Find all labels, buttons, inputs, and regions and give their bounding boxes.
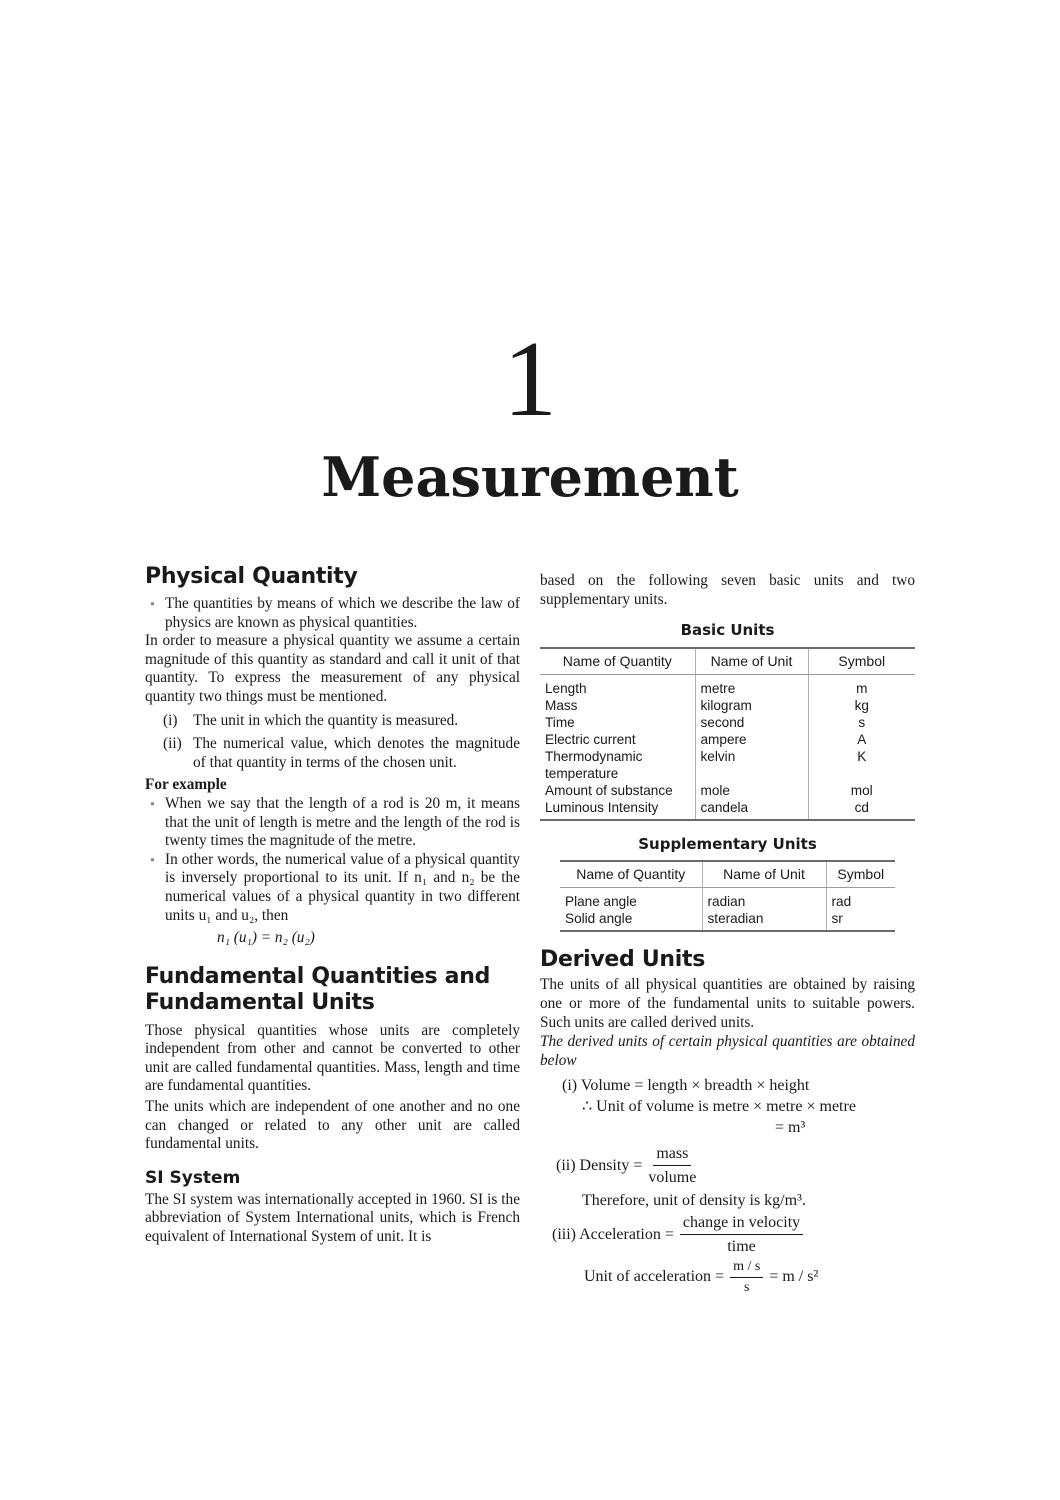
- numbered-item: [145, 735, 520, 772]
- table-cell: temperature: [545, 765, 619, 781]
- chapter-title: Measurement: [321, 445, 739, 509]
- item-number: (i): [163, 711, 178, 729]
- table-cell: Length: [545, 680, 587, 696]
- table-row: [540, 731, 915, 748]
- basic-units-table: [540, 647, 915, 821]
- table-cell: K: [808, 748, 915, 765]
- fraction-denominator: s: [743, 1280, 750, 1296]
- column-header: Symbol: [808, 648, 915, 675]
- acceleration-unit-line: [540, 1258, 915, 1297]
- bullet-item: ● The quantities by means of which we describe the law of physics are known as physical quantities.: [165, 595, 520, 632]
- table-cell: ampere: [695, 731, 808, 748]
- physical-quantity-bullets: [145, 595, 520, 632]
- table-row: [540, 714, 915, 731]
- density-label: Density =: [579, 1157, 643, 1175]
- table-cell: rad: [826, 888, 895, 911]
- si-system-paragraph: The SI system was internationally accepted in 1960. SI is the abbreviation of System International units, which is French equivalent of International System of unit. It is: [145, 1190, 520, 1246]
- table-row: [540, 674, 915, 697]
- table-cell: second: [695, 714, 808, 731]
- physical-quantity-paragraph: In order to measure a physical quantity we assume a certain magnitude of this quantity as standard and call it unit of that quantity. To express the measurement of any physical quantity two things must be mentioned.: [145, 632, 520, 705]
- item-text: The unit in which the quantity is measured.: [193, 711, 459, 729]
- table-cell: [808, 765, 915, 782]
- table-cell: sr: [826, 910, 895, 931]
- column-header: Name of Unit: [695, 648, 808, 675]
- volume-formula: Volume = length × breadth × height: [580, 1077, 810, 1095]
- table-cell: candela: [695, 799, 808, 820]
- table-cell: [695, 765, 808, 782]
- acceleration-unit-label: Unit of acceleration =: [584, 1268, 725, 1286]
- supplementary-units-title: Supplementary Units: [638, 834, 817, 853]
- derived-units-paragraph: The units of all physical quantities are obtained by raising one or more of the fundamental units to suitable powers. Such units are called derived units.: [540, 976, 915, 1031]
- fraction-denominator: time: [727, 1238, 756, 1256]
- basic-units-title: Basic Units: [680, 621, 775, 640]
- supplementary-units-table: [560, 860, 895, 932]
- item-number: (iii): [552, 1226, 576, 1244]
- supplementary-units-body: [560, 888, 895, 932]
- si-continuation-paragraph: based on the following seven basic units and two supplementary units.: [540, 572, 915, 608]
- table-cell: mol: [808, 782, 915, 799]
- column-header: Name of Quantity: [540, 648, 695, 675]
- fraction-numerator: change in velocity: [680, 1213, 803, 1235]
- fundamental-paragraph-1: Those physical quantities whose units are completely independent from other and cannot be converted to other unit are called fundamental quantities. Mass, length and time are fundamental quantities.: [145, 1021, 520, 1095]
- item-number: (i): [562, 1077, 578, 1095]
- units-equation: n₁ (u₁) = n₂ (u₂): [217, 929, 315, 947]
- acceleration-label: Acceleration =: [579, 1226, 674, 1244]
- derived-units-heading: Derived Units: [540, 947, 706, 973]
- volume-unit-line: ∴ Unit of volume is metre × metre × metre: [582, 1098, 856, 1116]
- fraction-numerator: m / s: [730, 1258, 763, 1278]
- fraction-numerator: mass: [653, 1144, 691, 1166]
- si-system-heading: SI System: [145, 1167, 241, 1188]
- table-row: [540, 799, 915, 820]
- example-heading: For example: [145, 776, 227, 794]
- table-cell: kelvin: [695, 748, 808, 765]
- density-equation: [540, 1144, 915, 1189]
- fraction-denominator: volume: [648, 1169, 697, 1187]
- table-cell: Electric current: [545, 731, 636, 747]
- derived-units-intro: The derived units of certain physical quantities are obtained below: [540, 1033, 915, 1069]
- bullet-item: ● When we say that the length of a rod is 20 m, it means that the unit of length is metre and the length of the rod is twenty times the magnitude of the metre.: [165, 795, 520, 851]
- acceleration-unit-result: = m / s²: [769, 1268, 819, 1286]
- table-row: [540, 782, 915, 799]
- fundamental-heading-line2: Fundamental Units: [145, 989, 375, 1015]
- table-cell: steradian: [702, 910, 826, 931]
- table-cell: A: [808, 731, 915, 748]
- table-cell: Plane angle: [565, 894, 637, 910]
- fundamental-heading: [145, 964, 520, 1016]
- table-cell: kilogram: [695, 697, 808, 714]
- numbered-item: [145, 712, 520, 731]
- table-cell: radian: [702, 888, 826, 911]
- acceleration-unit-fraction: [730, 1258, 763, 1297]
- table-row: [540, 748, 915, 765]
- table-cell: Amount of substance: [545, 782, 673, 798]
- table-cell: Thermodynamic: [545, 748, 643, 764]
- column-header: Symbol: [826, 861, 895, 888]
- table-cell: Luminous Intensity: [540, 799, 695, 820]
- column-header: Name of Unit: [702, 861, 826, 888]
- table-cell: cd: [808, 799, 915, 820]
- table-row: [560, 888, 895, 911]
- density-fraction: [648, 1144, 696, 1189]
- physical-quantity-heading: Physical Quantity: [145, 564, 358, 589]
- left-column: [145, 563, 520, 1247]
- table-cell: metre: [695, 674, 808, 697]
- fundamental-paragraph-2: The units which are independent of one another and no one can changed or related to any other unit are called fundamental units.: [145, 1098, 520, 1153]
- item-number: (ii): [163, 735, 182, 753]
- volume-equation: [540, 1076, 915, 1096]
- right-column: [540, 572, 915, 1297]
- volume-unit-result: = m³: [775, 1119, 806, 1137]
- table-cell: s: [808, 714, 915, 731]
- table-cell: mole: [695, 782, 808, 799]
- chapter-number: 1: [503, 320, 557, 439]
- column-header: Name of Quantity: [560, 861, 702, 888]
- table-cell: m: [808, 674, 915, 697]
- acceleration-fraction: [680, 1213, 803, 1258]
- table-cell: Mass: [545, 697, 578, 713]
- bullet-item: ● In other words, the numerical value of a physical quantity is inversely proportional to its unit. If n₁ and n₂ be the numerical values of a physical quantity in two different units u₁ and u₂, then: [165, 851, 520, 925]
- table-cell: Time: [545, 714, 575, 730]
- acceleration-equation: [540, 1213, 915, 1258]
- item-text: The numerical value, which denotes the magnitude of that quantity in terms of the chosen unit.: [193, 735, 520, 771]
- fundamental-heading-line1: Fundamental Quantities and: [145, 963, 491, 989]
- table-row: [560, 910, 895, 931]
- example-bullets: [145, 795, 520, 925]
- table-row: [540, 765, 915, 782]
- table-cell: kg: [808, 697, 915, 714]
- item-number: (ii): [556, 1157, 576, 1175]
- basic-units-body: [540, 674, 915, 820]
- density-unit-line: Therefore, unit of density is kg/m³.: [582, 1192, 806, 1210]
- table-cell: Solid angle: [560, 910, 702, 931]
- table-row: [540, 697, 915, 714]
